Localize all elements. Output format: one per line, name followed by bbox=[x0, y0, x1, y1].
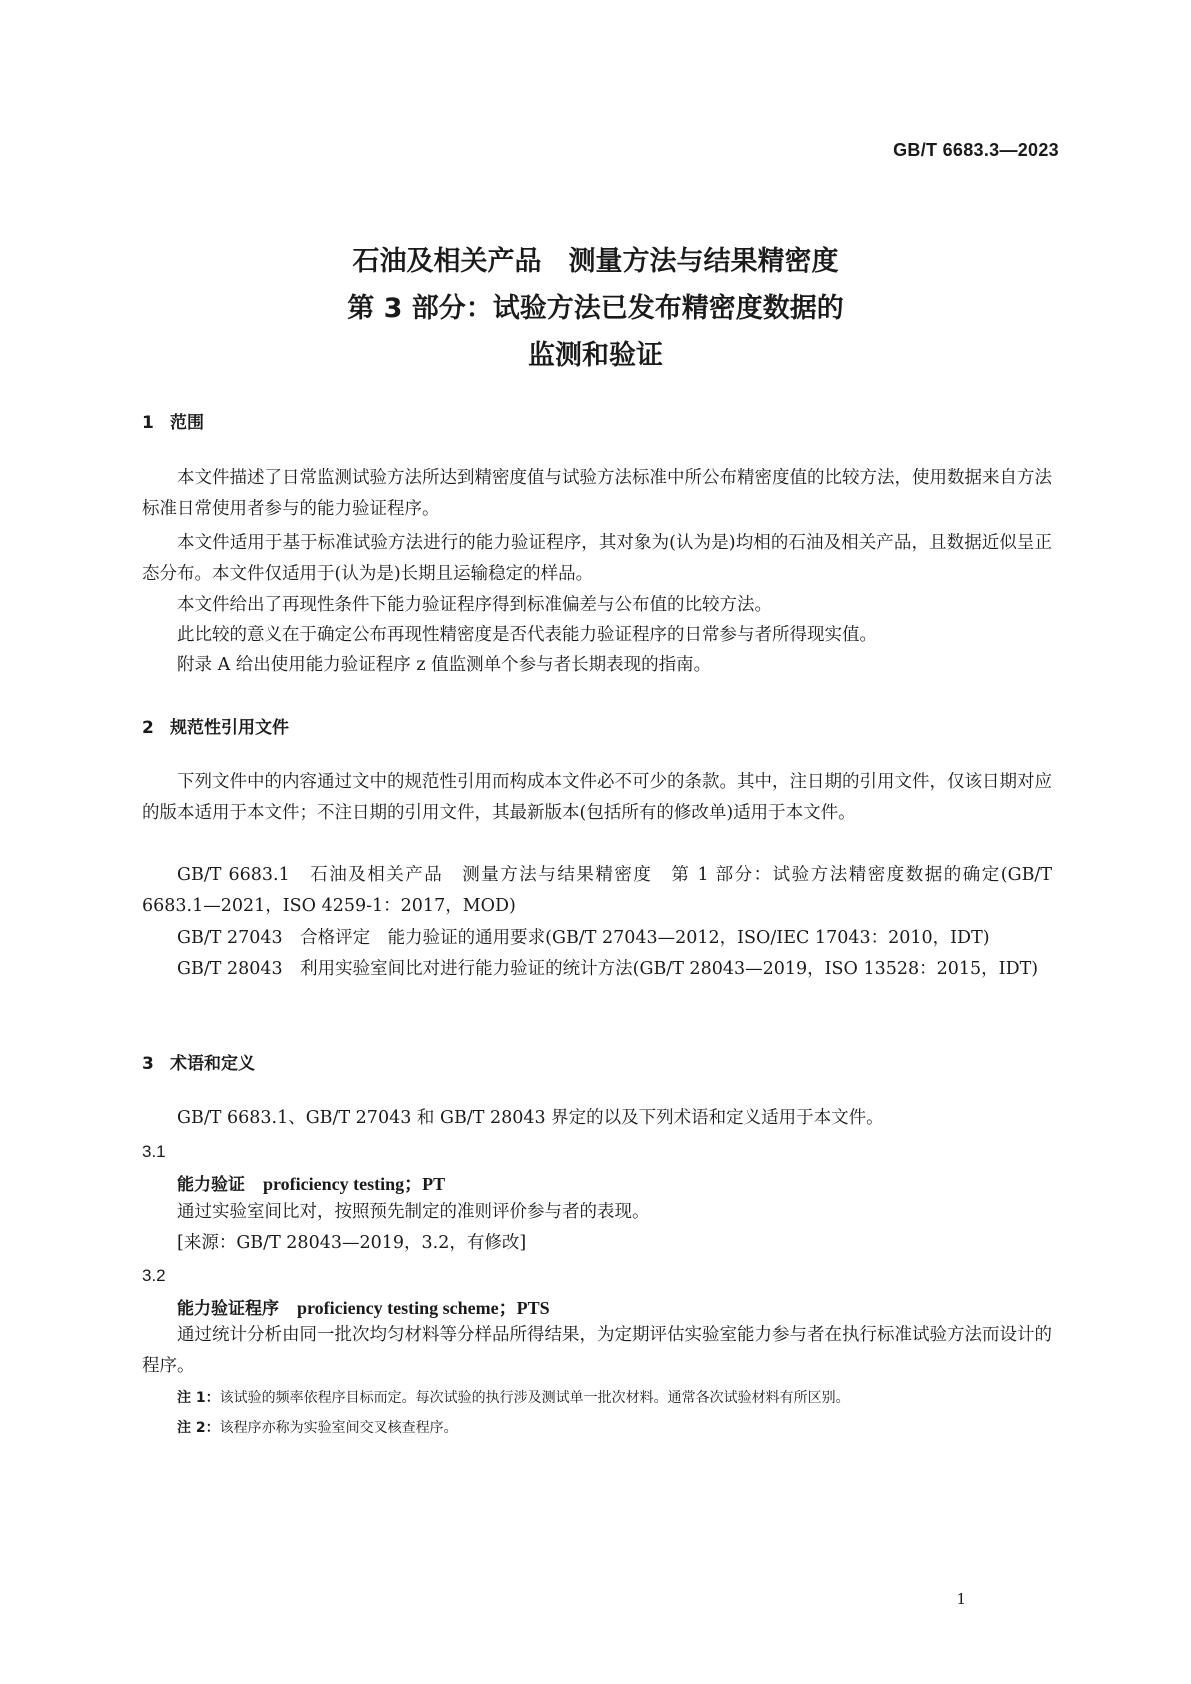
section-3-title: 术语和定义 bbox=[170, 1054, 255, 1074]
note-2-label: 注 2： bbox=[177, 1420, 220, 1436]
standard-code: GB/T 6683.3—2023 bbox=[893, 140, 1059, 160]
section-1-paragraph-3: 本文件给出了再现性条件下能力验证程序得到标准偏差与公布值的比较方法。 bbox=[177, 595, 772, 615]
title-line-3: 监测和验证 bbox=[528, 340, 663, 371]
title-line-2: 第 3 部分：试验方法已发布精密度数据的 bbox=[347, 293, 844, 324]
section-1-paragraph-1: 本文件描述了日常监测试验方法所达到精密度值与试验方法标准中所公布精密度值的比较方法，使用数据来自方法标准日常使用者参与的能力验证程序。 bbox=[142, 468, 1052, 519]
section-1-title: 范围 bbox=[170, 413, 204, 433]
term-3-1-number: 3.1 bbox=[142, 1142, 166, 1161]
section-1-number: 1 bbox=[142, 413, 154, 433]
note-2-text: 该程序亦称为实验室间交叉核查程序。 bbox=[219, 1420, 458, 1436]
normative-reference-1: GB/T 6683.1 石油及相关产品 测量方法与结果精密度 第 1 部分：试验方法精密度数据的确定(GB/T 6683.1—2021，ISO 4259-1：2017，MOD) bbox=[142, 865, 1052, 916]
term-3-1-definition: 通过实验室间比对，按照预先制定的准则评价参与者的表现。 bbox=[177, 1202, 650, 1222]
section-2-number: 2 bbox=[142, 718, 154, 738]
term-3-2-number: 3.2 bbox=[142, 1266, 166, 1285]
section-1-paragraph-2: 本文件适用于基于标准试验方法进行的能力验证程序，其对象为(认为是)均相的石油及相关产品，且数据近似呈正态分布。本文件仅适用于(认为是)长期且运输稳定的样品。 bbox=[142, 533, 1052, 584]
normative-reference-3: GB/T 28043 利用实验室间比对进行能力验证的统计方法(GB/T 28043—2019，ISO 13528：2015，IDT) bbox=[177, 959, 1039, 979]
term-3-2-definition: 通过统计分析由同一批次均匀材料等分样品所得结果，为定期评估实验室能力参与者在执行标准试验方法而设计的程序。 bbox=[142, 1325, 1052, 1376]
document-title bbox=[0, 238, 1191, 379]
term-3-1-source: [来源：GB/T 28043—2019，3.2，有修改] bbox=[177, 1233, 527, 1253]
note-1-label: 注 1： bbox=[177, 1390, 220, 1406]
section-1-paragraph-4: 此比较的意义在于确定公布再现性精密度是否代表能力验证程序的日常参与者所得现实值。 bbox=[177, 625, 877, 645]
normative-reference-2: GB/T 27043 合格评定 能力验证的通用要求(GB/T 27043—2012，ISO/IEC 17043：2010，IDT) bbox=[177, 928, 990, 948]
section-1-heading bbox=[142, 408, 204, 433]
term-3-1-heading bbox=[177, 1170, 445, 1196]
section-2-heading bbox=[142, 713, 289, 738]
section-3-heading bbox=[142, 1049, 255, 1074]
term-3-2-name-en: proficiency testing scheme；PTS bbox=[297, 1298, 550, 1318]
section-3-number: 3 bbox=[142, 1054, 154, 1074]
page-number: 1 bbox=[956, 1590, 966, 1608]
section-2-title: 规范性引用文件 bbox=[170, 718, 289, 738]
section-2-paragraph-1: 下列文件中的内容通过文中的规范性引用而构成本文件必不可少的条款。其中，注日期的引用文件，仅该日期对应的版本适用于本文件；不注日期的引用文件，其最新版本(包括所有的修改单)适用于本文件。 bbox=[142, 772, 1052, 823]
note-1-text: 该试验的频率依程序目标而定。每次试验的执行涉及测试单一批次材料。通常各次试验材料有所区别。 bbox=[219, 1390, 850, 1406]
term-3-1-name-en: proficiency testing；PT bbox=[263, 1174, 446, 1194]
note-2 bbox=[177, 1417, 1052, 1437]
note-1 bbox=[177, 1387, 1052, 1407]
term-3-2-name-zh: 能力验证程序 bbox=[177, 1299, 279, 1319]
section-1-paragraph-5: 附录 A 给出使用能力验证程序 z 值监测单个参与者长期表现的指南。 bbox=[177, 655, 712, 675]
term-3-2-heading bbox=[177, 1294, 550, 1320]
title-line-1: 石油及相关产品 测量方法与结果精密度 bbox=[352, 246, 839, 277]
term-3-1-name-zh: 能力验证 bbox=[177, 1175, 245, 1195]
section-3-paragraph-1: GB/T 6683.1、GB/T 27043 和 GB/T 28043 界定的以及下列术语和定义适用于本文件。 bbox=[177, 1108, 884, 1128]
